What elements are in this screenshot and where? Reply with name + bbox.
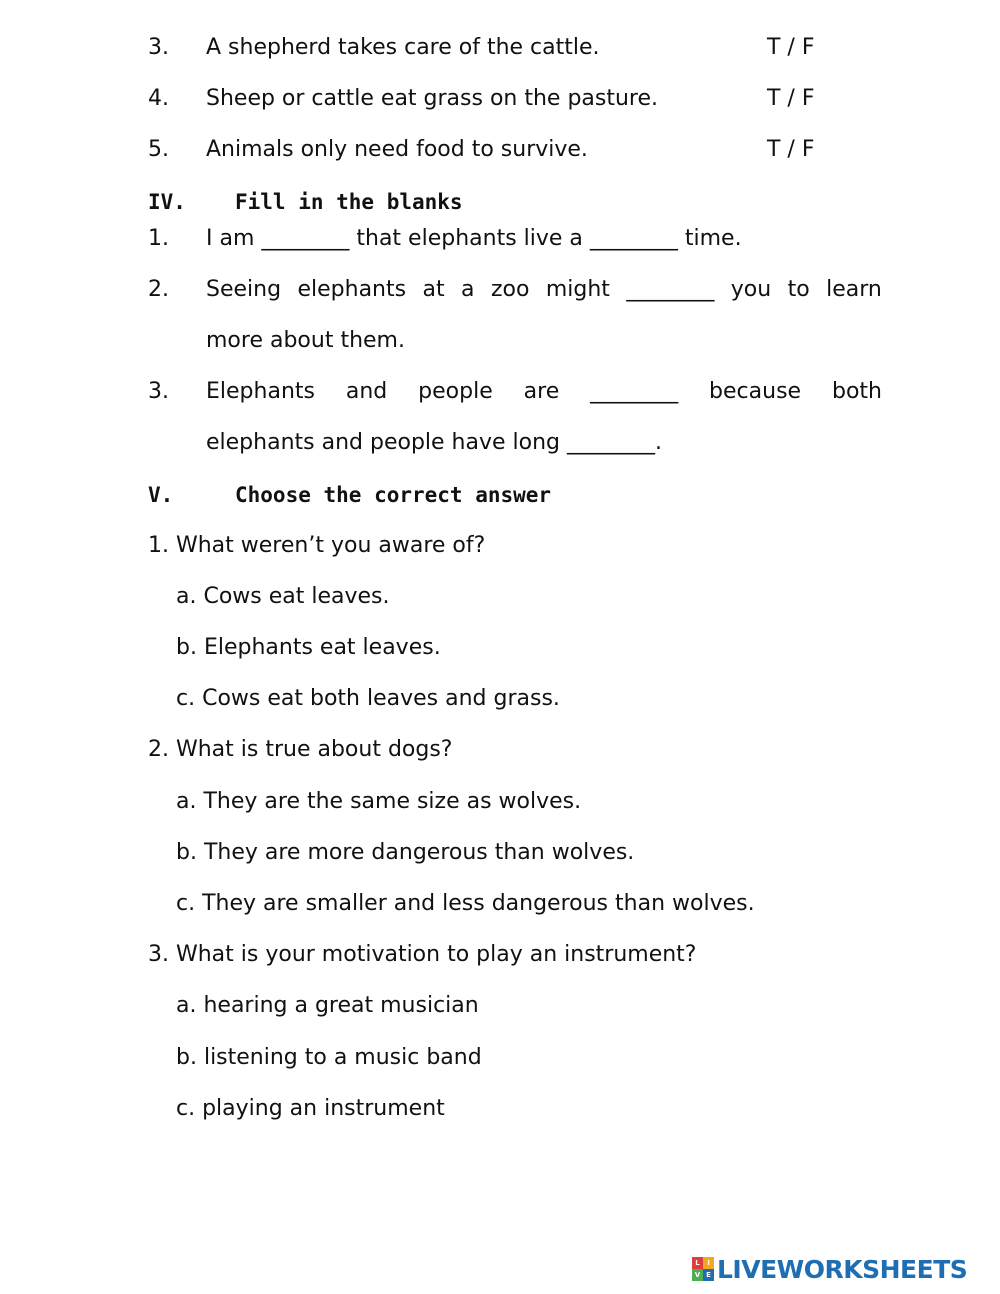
- answer-option[interactable]: a. hearing a great musician: [176, 993, 479, 1018]
- question-1: 1. What weren’t you aware of?: [148, 533, 486, 558]
- true-false-choice[interactable]: T / F: [767, 86, 815, 111]
- item-number: 2.: [148, 277, 169, 302]
- liveworksheets-logo-icon: [692, 1257, 714, 1281]
- liveworksheets-brand: [692, 1254, 967, 1284]
- word: are: [523, 379, 560, 404]
- word: you: [730, 277, 772, 302]
- answer-option[interactable]: c. Cows eat both leaves and grass.: [176, 686, 560, 711]
- logo-letter: E: [703, 1269, 714, 1281]
- word: zoo: [490, 277, 530, 302]
- word: because: [709, 379, 802, 404]
- answer-option[interactable]: b. Elephants eat leaves.: [176, 635, 441, 660]
- fill-item-3-line-2[interactable]: elephants and people have long ________.: [206, 430, 662, 455]
- word: learn: [826, 277, 882, 302]
- word: to: [787, 277, 810, 302]
- statement-text: Animals only need food to survive.: [206, 137, 588, 162]
- word: at: [422, 277, 445, 302]
- section-5-title: Choose the correct answer: [235, 483, 552, 507]
- item-number: 4.: [148, 86, 169, 111]
- fill-item-2-line-2: more about them.: [206, 328, 405, 353]
- word: might: [545, 277, 610, 302]
- question-2: 2. What is true about dogs?: [148, 737, 453, 762]
- true-false-choice[interactable]: T / F: [767, 35, 815, 60]
- word: people: [418, 379, 493, 404]
- answer-option[interactable]: a. Cows eat leaves.: [176, 584, 390, 609]
- section-4-title: Fill in the blanks: [235, 190, 463, 214]
- question-3: 3. What is your motivation to play an instrument?: [148, 942, 697, 967]
- word: Elephants: [206, 379, 315, 404]
- section-5-number: V.: [148, 483, 174, 507]
- true-false-choice[interactable]: T / F: [767, 137, 815, 162]
- fill-sentence[interactable]: I am ________ that elephants live a ________ time.: [206, 226, 742, 251]
- answer-option[interactable]: c. playing an instrument: [176, 1096, 445, 1121]
- logo-letter: V: [692, 1269, 703, 1281]
- word: Seeing: [206, 277, 282, 302]
- statement-text: A shepherd takes care of the cattle.: [206, 35, 600, 60]
- item-number: 1.: [148, 226, 169, 251]
- word: both: [831, 379, 882, 404]
- item-number: 3.: [148, 35, 169, 60]
- word: elephants: [297, 277, 407, 302]
- item-number: 5.: [148, 137, 169, 162]
- answer-option[interactable]: b. They are more dangerous than wolves.: [176, 840, 635, 865]
- answer-option[interactable]: c. They are smaller and less dangerous than wolves.: [176, 891, 755, 916]
- logo-letter: I: [703, 1257, 714, 1269]
- fill-item-2-line-1: [206, 275, 882, 305]
- statement-text: Sheep or cattle eat grass on the pasture.: [206, 86, 659, 111]
- answer-blank[interactable]: ________: [626, 277, 715, 302]
- logo-letter: L: [692, 1257, 703, 1269]
- brand-wordmark: LIVEWORKSHEETS: [717, 1254, 968, 1284]
- item-number: 3.: [148, 379, 169, 404]
- answer-option[interactable]: b. listening to a music band: [176, 1045, 482, 1070]
- word: a: [461, 277, 475, 302]
- answer-option[interactable]: a. They are the same size as wolves.: [176, 789, 582, 814]
- word: and: [345, 379, 388, 404]
- fill-item-3-line-1: [206, 377, 882, 407]
- answer-blank[interactable]: ________: [590, 379, 679, 404]
- section-4-number: IV.: [148, 190, 186, 214]
